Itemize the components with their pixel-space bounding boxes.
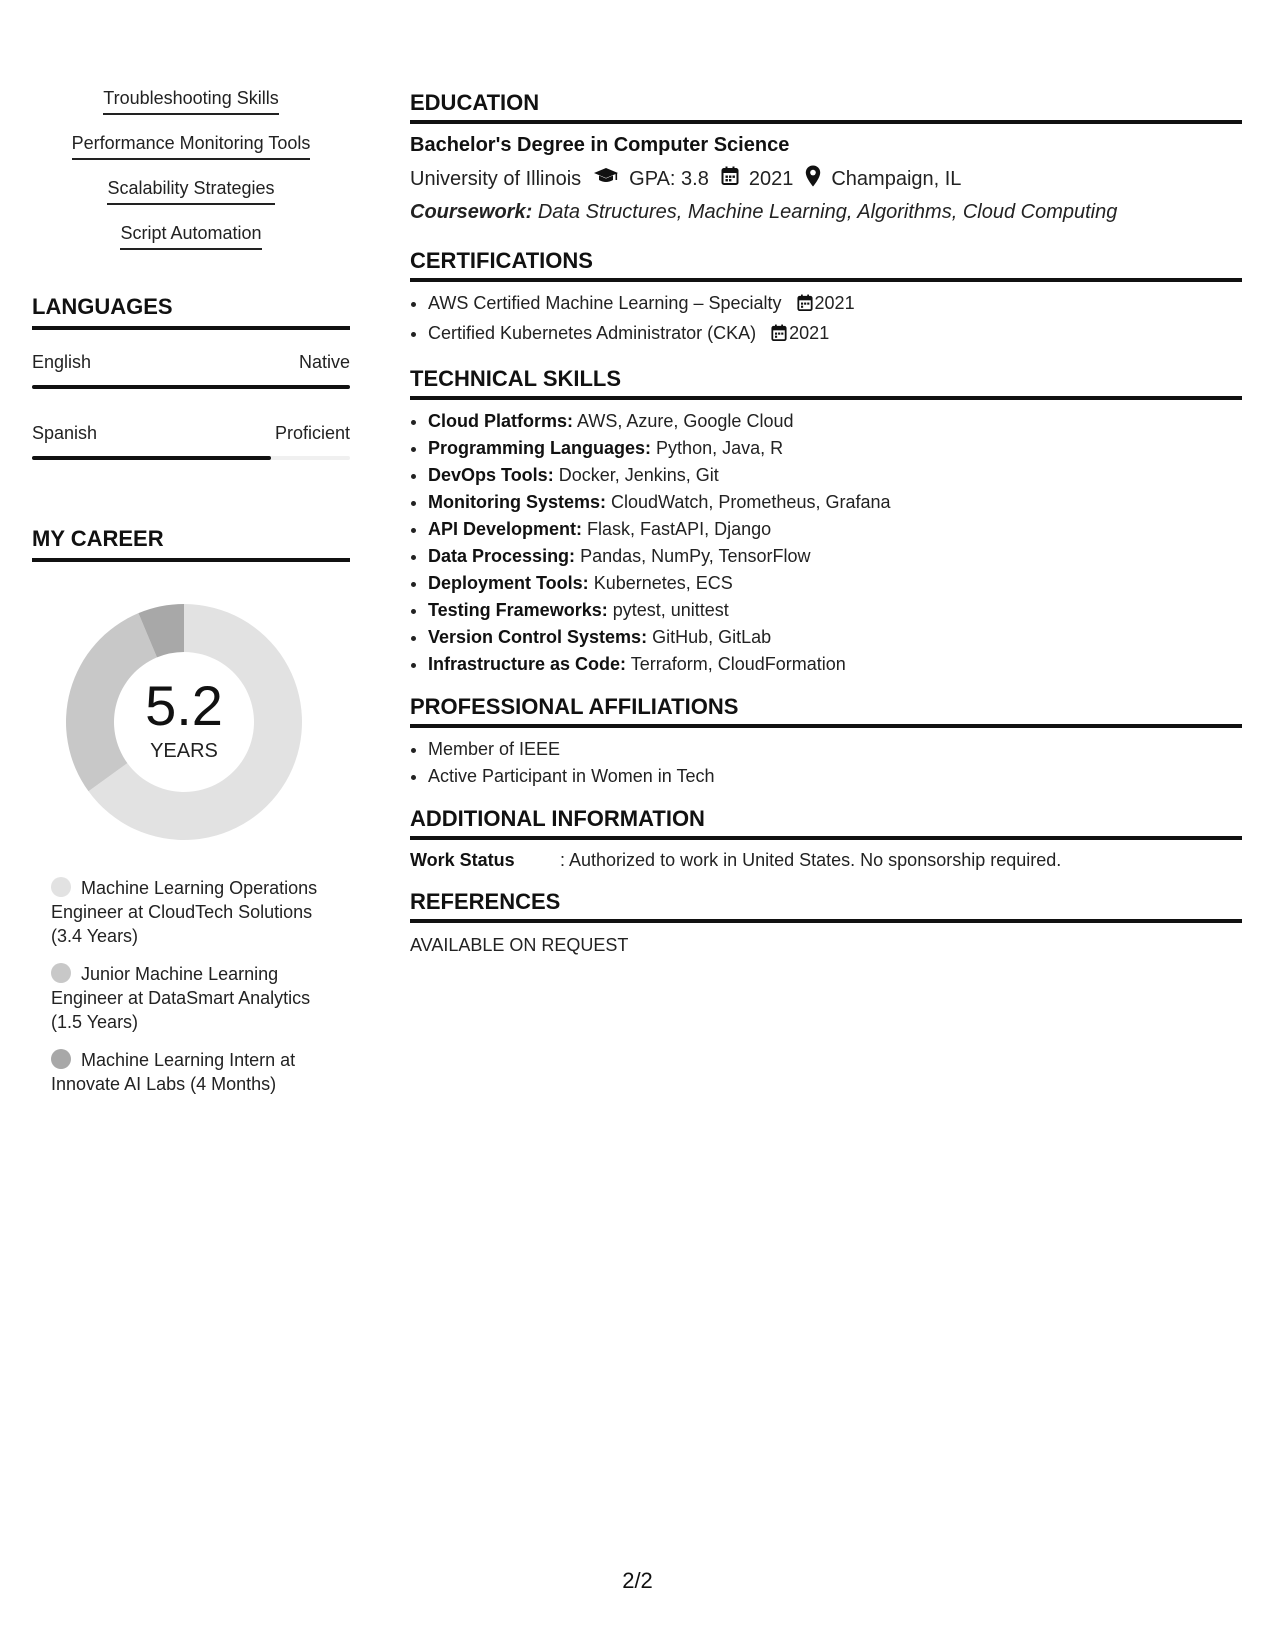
skill-tag: Script Automation [120, 215, 261, 250]
skill-tag: Scalability Strategies [107, 170, 274, 205]
tech-skill-value: CloudWatch, Prometheus, Grafana [611, 492, 891, 512]
technical-skills-section [410, 366, 1242, 678]
tech-skill-item [428, 489, 1242, 516]
career-heading: MY CAREER [32, 526, 350, 562]
left-column [32, 80, 350, 1110]
certification-item [428, 320, 1242, 350]
education-meta [410, 165, 1242, 193]
career-total-years: 5.2 [145, 673, 223, 737]
tech-skill-item [428, 570, 1242, 597]
legend-dot [51, 1049, 71, 1069]
tech-skill-label: Data Processing: [428, 546, 576, 566]
career-item [51, 962, 331, 1034]
tech-skill-value: Terraform, CloudFormation [630, 654, 846, 674]
language-bar [32, 456, 350, 460]
tech-skill-value: Flask, FastAPI, Django [587, 519, 772, 539]
skill-tag: Troubleshooting Skills [103, 80, 278, 115]
certification-name: AWS Certified Machine Learning – Specialty [428, 293, 782, 313]
calendar-icon [771, 323, 787, 350]
language-item [32, 423, 350, 460]
page-number: 2/2 [622, 1568, 653, 1593]
education-section [410, 90, 1242, 224]
work-status-row [410, 850, 1242, 871]
tech-skill-label: Testing Frameworks: [428, 600, 608, 620]
certifications-section [410, 248, 1242, 350]
affiliations-heading: PROFESSIONAL AFFILIATIONS [410, 694, 1242, 728]
coursework-label: Coursework: [410, 201, 533, 223]
language-level: Native [298, 352, 350, 372]
tech-skill-value: GitHub, GitLab [652, 627, 772, 647]
school-location: Champaign, IL [831, 167, 962, 190]
tech-skill-item [428, 651, 1242, 678]
additional-info-section [410, 806, 1242, 871]
tech-skill-item [428, 543, 1242, 570]
languages-heading: LANGUAGES [32, 294, 350, 330]
affiliation-item: • Active Participant in Women in Tech [428, 763, 1242, 790]
references-text: AVAILABLE ON REQUEST [410, 935, 629, 955]
language-name: English [32, 352, 92, 372]
affiliations-section [410, 694, 1242, 790]
right-column [410, 90, 1242, 970]
coursework-list: Data Structures, Machine Learning, Algorithms, Cloud Computing [537, 201, 1118, 223]
tech-skill-label: Programming Languages: [428, 438, 652, 458]
tech-skill-label: Deployment Tools: [428, 573, 589, 593]
tech-skill-item [428, 408, 1242, 435]
tech-skill-label: API Development: [428, 519, 583, 539]
skill-tag: Performance Monitoring Tools [72, 125, 311, 160]
affiliations-list [410, 736, 1242, 790]
location-pin-icon [805, 165, 821, 193]
tech-skill-item [428, 597, 1242, 624]
tech-skill-value: Kubernetes, ECS [593, 573, 733, 593]
legend-dot [51, 963, 71, 983]
tech-skill-item [428, 624, 1242, 651]
language-bar [32, 385, 350, 389]
tech-skill-value: Python, Java, R [656, 438, 784, 458]
tech-skill-label: Infrastructure as Code: [428, 654, 627, 674]
certification-year: 2021 [789, 323, 830, 343]
graduation-year: 2021 [748, 167, 794, 190]
calendar-icon [721, 166, 739, 192]
certification-year: 2021 [814, 293, 855, 313]
tech-skill-label: Version Control Systems: [428, 627, 648, 647]
language-item [32, 352, 350, 389]
language-bar-fill [32, 385, 350, 389]
tech-skill-value: Pandas, NumPy, TensorFlow [580, 546, 811, 566]
career-item-text: Machine Learning Operations Engineer at CloudTech Solutions (3.4 Years) [51, 878, 318, 946]
tech-skill-value: AWS, Azure, Google Cloud [577, 411, 794, 431]
technical-skills-heading: TECHNICAL SKILLS [410, 366, 1242, 400]
language-bar-fill [32, 456, 271, 460]
tech-skill-value: Docker, Jenkins, Git [558, 465, 719, 485]
skills-list [32, 80, 350, 260]
career-item-text: Machine Learning Intern at Innovate AI Labs (4 Months) [51, 1050, 296, 1094]
tech-skill-label: Monitoring Systems: [428, 492, 607, 512]
tech-skill-label: DevOps Tools: [428, 465, 554, 485]
work-status-label: Work Status [410, 850, 515, 870]
graduation-cap-icon [593, 166, 619, 192]
degree-title: Bachelor's Degree in Computer Science [410, 134, 790, 156]
career-item [51, 1048, 331, 1096]
tech-skill-item [428, 435, 1242, 462]
languages-section [32, 294, 350, 460]
technical-skills-list [410, 408, 1242, 678]
career-item [51, 876, 331, 948]
tech-skill-item [428, 516, 1242, 543]
career-total-unit: YEARS [150, 739, 218, 762]
education-heading: EDUCATION [410, 90, 1242, 124]
tech-skill-value: pytest, unittest [612, 600, 729, 620]
coursework [410, 201, 1242, 224]
career-item-text: Junior Machine Learning Engineer at DataSmart Analytics (1.5 Years) [51, 964, 311, 1032]
certification-item [428, 290, 1242, 320]
tech-skill-label: Cloud Platforms: [428, 411, 574, 431]
gpa: GPA: 3.8 [629, 167, 709, 190]
certifications-list [410, 290, 1242, 350]
certifications-heading: CERTIFICATIONS [410, 248, 1242, 282]
language-level: Proficient [274, 423, 350, 443]
work-status-value: : Authorized to work in United States. No sponsorship required. [560, 850, 1062, 870]
certification-name: Certified Kubernetes Administrator (CKA) [428, 323, 757, 343]
career-donut [54, 592, 314, 852]
school-name: University of Illinois [410, 167, 582, 190]
language-name: Spanish [32, 423, 98, 443]
tech-skill-item [428, 462, 1242, 489]
affiliation-item: • Member of IEEE [428, 736, 1242, 763]
career-legend [32, 876, 350, 1096]
references-section [410, 889, 1242, 956]
references-heading: REFERENCES [410, 889, 1242, 923]
legend-dot [51, 877, 71, 897]
calendar-icon [797, 293, 813, 320]
additional-info-heading: ADDITIONAL INFORMATION [410, 806, 1242, 840]
career-section [32, 526, 350, 1096]
